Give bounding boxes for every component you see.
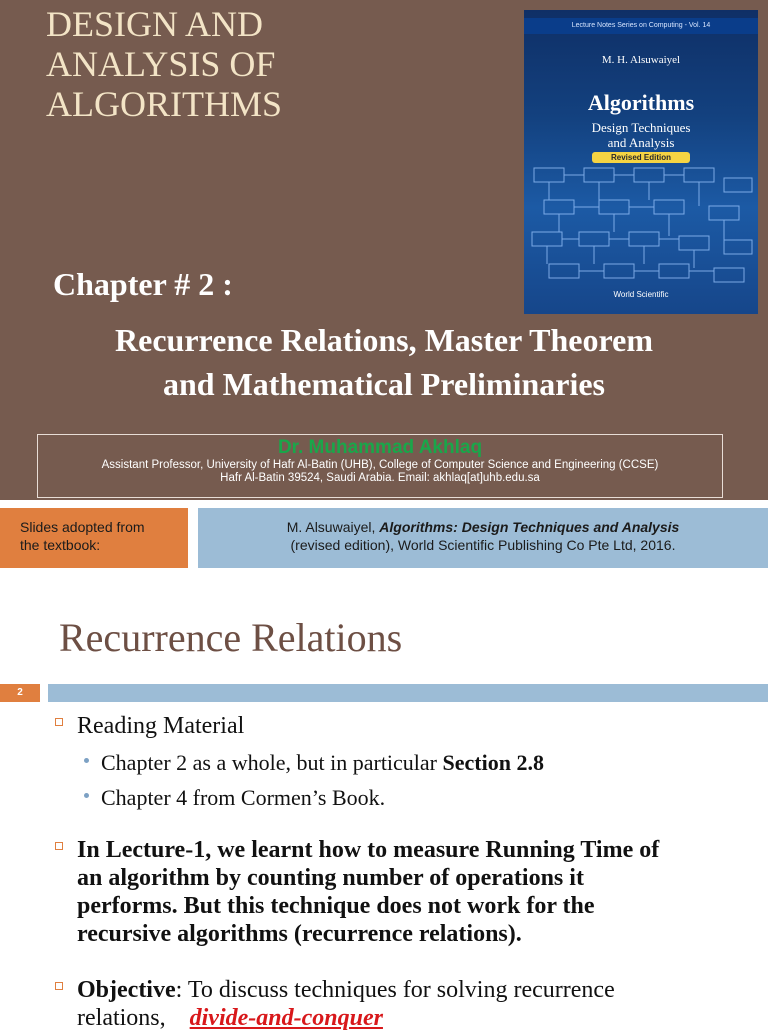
bullet-lecture1-line: performs. But this technique does not work for the bbox=[77, 893, 595, 919]
book-series: Lecture Notes Series on Computing - Vol. 14 bbox=[571, 22, 711, 29]
textbook-reference bbox=[198, 508, 768, 568]
book-subtitle-line: Design Techniques bbox=[591, 120, 691, 135]
sub-bullet-text: Chapter 2 as a whole, but in particular bbox=[101, 750, 443, 775]
course-title-line: ANALYSIS OF bbox=[46, 44, 276, 84]
dot-bullet-icon bbox=[84, 793, 89, 798]
bullet-lecture1-line: an algorithm by counting number of operations it bbox=[77, 865, 584, 891]
chapter-subtitle bbox=[40, 318, 728, 406]
chapter-heading: Chapter # 2 : bbox=[53, 266, 233, 302]
reference-author: M. Alsuwaiyel, bbox=[286, 519, 380, 535]
reference-line bbox=[198, 518, 768, 536]
square-bullet-icon bbox=[55, 982, 63, 990]
author-name: Dr. Muhammad Akhlaq bbox=[277, 437, 483, 458]
book-title: Algorithms bbox=[587, 90, 695, 115]
book-flowchart-art bbox=[524, 160, 758, 290]
reference-title: Algorithms: Design Techniques and Analysis bbox=[379, 519, 680, 535]
book-publisher: World Scientific bbox=[613, 290, 669, 299]
book-subtitle-line: and Analysis bbox=[607, 135, 675, 150]
objective-text: : To discuss techniques for solving recurrence bbox=[175, 977, 615, 1003]
reference-publisher: (revised edition), World Scientific Publishing Co Pte Ltd, 2016. bbox=[290, 537, 676, 553]
divider-bar bbox=[48, 684, 768, 702]
course-title-line: DESIGN AND bbox=[46, 4, 264, 44]
slides-adopted-line: Slides adopted from bbox=[20, 519, 145, 535]
slide-number-bar bbox=[0, 684, 768, 702]
square-bullet-icon bbox=[55, 718, 63, 726]
dot-bullet-icon bbox=[84, 758, 89, 763]
course-title-line: ALGORITHMS bbox=[46, 84, 283, 124]
author-info-box bbox=[37, 434, 723, 498]
square-bullet-icon bbox=[55, 842, 63, 850]
slide-title: Recurrence Relations bbox=[59, 615, 403, 660]
bullet-lecture1 bbox=[77, 836, 659, 948]
slides-adopted-label bbox=[0, 508, 188, 568]
book-edition-badge: Revised Edition bbox=[592, 152, 690, 163]
bullet-objective-line2 bbox=[77, 1004, 615, 1032]
course-title bbox=[46, 4, 282, 124]
bullet-reading-material: Reading Material bbox=[77, 713, 245, 739]
bullet-objective-line bbox=[77, 976, 615, 1004]
objective-divide-conquer: divide-and-conquer bbox=[189, 1005, 383, 1031]
title-slide bbox=[0, 0, 768, 500]
sub-bullet-chapter2 bbox=[101, 750, 544, 776]
bullet-lecture1-line: recursive algorithms (recurrence relations). bbox=[77, 921, 522, 947]
author-contact: Hafr Al-Batin 39524, Saudi Arabia. Email: akhlaq[at]uhb.edu.sa bbox=[220, 472, 540, 484]
textbook-cover-image bbox=[524, 10, 758, 314]
objective-relations: relations, bbox=[77, 1005, 166, 1031]
slides-adopted-line: the textbook: bbox=[20, 537, 101, 553]
sub-bullet-bold: Section 2.8 bbox=[442, 750, 544, 775]
chapter-subtitle-line: Recurrence Relations, Master Theorem bbox=[115, 322, 653, 358]
sub-bullet-cormen: Chapter 4 from Cormen’s Book. bbox=[101, 785, 386, 810]
bullet-lecture1-line: In Lecture-1, we learnt how to measure Running Time of bbox=[77, 837, 660, 863]
objective-label: Objective bbox=[77, 977, 176, 1003]
book-author: M. H. Alsuwaiyel bbox=[601, 54, 681, 66]
author-affiliation: Assistant Professor, University of Hafr Al-Batin (UHB), College of Computer Science and Engineering (CCSE) bbox=[101, 459, 659, 471]
chapter-subtitle-line: and Mathematical Preliminaries bbox=[163, 366, 605, 402]
slide-number: 2 bbox=[0, 684, 40, 702]
